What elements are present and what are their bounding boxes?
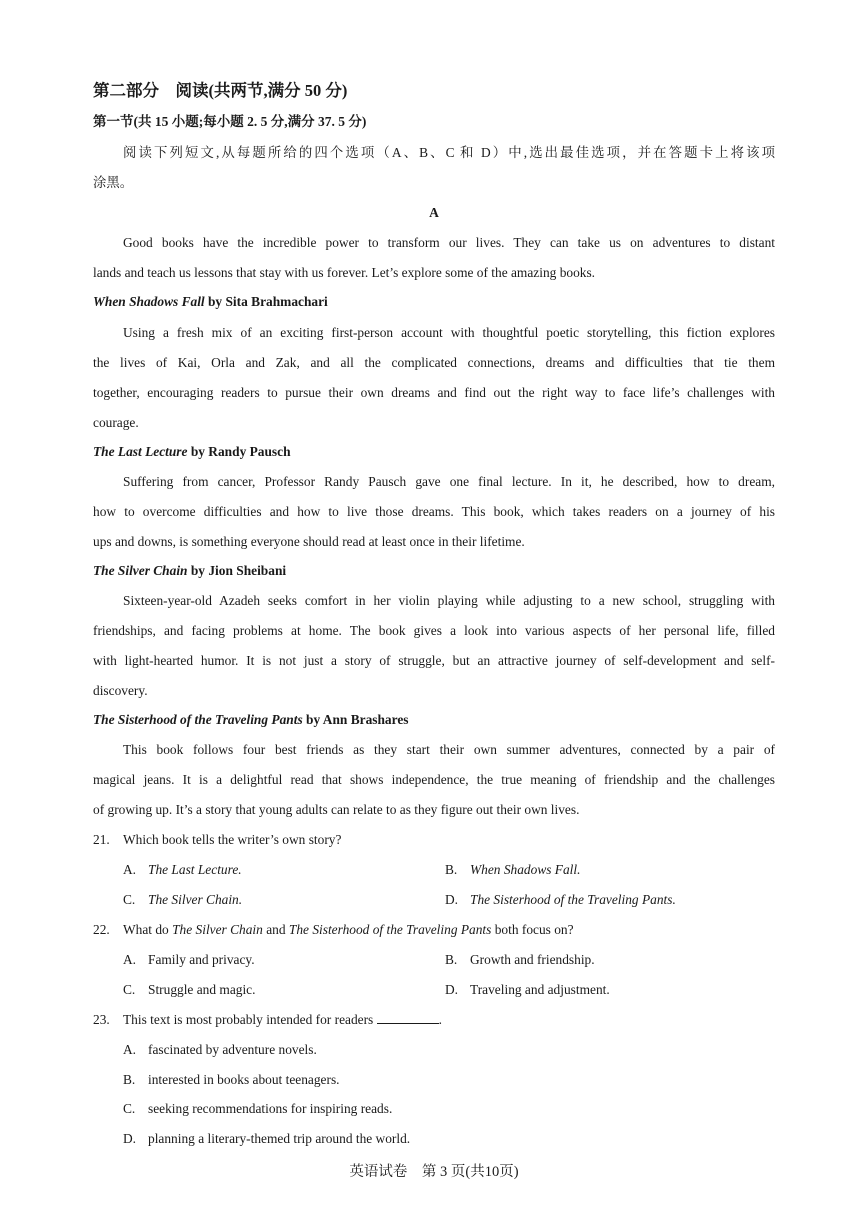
option-text: interested in books about teenagers.	[148, 1072, 340, 1087]
intro-line-2: lands and teach us lessons that stay with us forever. Let’s explore some of the amazing books.	[93, 265, 596, 280]
book-text-line: friendships, and facing problems at home. The book gives a look into various aspects of her personal life, filled	[93, 623, 775, 638]
book-text-line: magical jeans. It is a delightful read that shows independence, the true meaning of friendship and the challenges	[93, 772, 775, 787]
option-c[interactable]	[123, 1100, 392, 1118]
book-text-line: Using a fresh mix of an exciting first-person account with thoughtful poetic storytelling, this fiction explores	[123, 325, 775, 340]
book-text-line: how to overcome difficulties and how to live those dreams. This book, which takes readers on a journey of his	[93, 504, 775, 519]
option-text: Struggle and magic.	[148, 982, 256, 997]
question-text: What do	[123, 922, 173, 937]
question-text: This text is most probably intended for readers	[123, 1012, 377, 1027]
option-a[interactable]	[123, 1041, 317, 1059]
option-text: The Silver Chain.	[148, 892, 243, 907]
passage-letter: A	[429, 205, 439, 220]
section-heading: 第一节(共 15 小题;每小题 2. 5 分,满分 37. 5 分)	[93, 114, 367, 129]
option-letter: D.	[123, 1131, 137, 1146]
option-text: The Last Lecture.	[148, 862, 242, 877]
book-text-line: ups and downs, is something everyone should read at least once in their lifetime.	[93, 534, 525, 549]
book-text-line: This book follows four best friends as they start their own summer adventures, connected by a pair of	[123, 742, 775, 757]
book-title: The Last Lecture	[93, 444, 188, 459]
question-number: 23.	[93, 1012, 110, 1027]
book-heading	[93, 443, 775, 461]
option-d[interactable]	[445, 891, 676, 909]
answer-blank	[377, 1011, 439, 1024]
option-b[interactable]	[123, 1071, 340, 1089]
option-text: fascinated by adventure novels.	[148, 1042, 317, 1057]
option-letter: D.	[445, 892, 459, 907]
question-text: and	[262, 922, 289, 937]
option-letter: B.	[445, 862, 458, 877]
question-book-title: The Sisterhood of the Traveling Pants	[288, 922, 492, 937]
option-letter: B.	[445, 952, 458, 967]
option-letter: D.	[445, 982, 459, 997]
instruction-line-1: 阅读下列短文,从每题所给的四个选项（A、B、C 和 D）中,选出最佳选项，并在答题卡上将该项	[123, 145, 775, 160]
book-author: by Sita Brahmachari	[204, 294, 328, 309]
option-b[interactable]	[445, 951, 595, 969]
page-footer: 英语试卷 第 3 页(共10页)	[349, 1164, 519, 1180]
book-text-line: the lives of Kai, Orla and Zak, and all the complicated connections, dreams and difficulties that tie them	[93, 355, 775, 370]
option-c[interactable]	[123, 891, 242, 909]
option-text: Traveling and adjustment.	[470, 982, 610, 997]
book-text-line: Suffering from cancer, Professor Randy Pausch gave one final lecture. In it, he described, how to dream,	[123, 474, 775, 489]
option-text: When Shadows Fall.	[470, 862, 581, 877]
option-d[interactable]	[445, 981, 610, 999]
book-heading	[93, 293, 775, 311]
option-c[interactable]	[123, 981, 255, 999]
part-heading: 第二部分 阅读(共两节,满分 50 分)	[93, 81, 348, 100]
option-b[interactable]	[445, 861, 580, 879]
question-21-stem	[93, 831, 341, 849]
option-letter: A.	[123, 862, 137, 877]
book-text-line: with light-hearted humor. It is not just a story of struggle, but an attractive journey of self-development and self-	[93, 653, 775, 668]
option-letter: C.	[123, 892, 136, 907]
question-22-stem	[93, 921, 574, 939]
book-text-line: discovery.	[93, 683, 148, 698]
book-author: by Jion Sheibani	[187, 563, 287, 578]
book-title: The Sisterhood of the Traveling Pants	[93, 712, 303, 727]
option-letter: A.	[123, 952, 137, 967]
option-a[interactable]	[123, 861, 242, 879]
book-text-line: together, encouraging readers to pursue their own dreams and find out the right way to face life’s challenges with	[93, 385, 775, 400]
option-text: Family and privacy.	[148, 952, 255, 967]
book-author: by Ann Brashares	[302, 712, 409, 727]
option-letter: C.	[123, 1101, 136, 1116]
option-text: planning a literary-themed trip around the world.	[148, 1131, 411, 1146]
option-text: seeking recommendations for inspiring reads.	[148, 1101, 393, 1116]
book-heading	[93, 562, 775, 580]
book-text-line: courage.	[93, 415, 139, 430]
option-letter: C.	[123, 982, 136, 997]
option-d[interactable]	[123, 1130, 410, 1148]
question-book-title: The Silver Chain	[172, 922, 263, 937]
book-text-line: of growing up. It’s a story that young adults can relate to as they figure out their own lives.	[93, 802, 580, 817]
option-a[interactable]	[123, 951, 255, 969]
book-author: by Randy Pausch	[187, 444, 291, 459]
option-text: The Sisterhood of the Traveling Pants.	[470, 892, 676, 907]
intro-line-1: Good books have the incredible power to transform our lives. They can take us on adventures to distant	[123, 235, 775, 250]
book-heading	[93, 711, 775, 729]
option-text: Growth and friendship.	[470, 952, 595, 967]
question-text: Which book tells the writer’s own story?	[123, 832, 342, 847]
question-text: both focus on?	[491, 922, 574, 937]
instruction-line-2: 涂黑。	[93, 175, 134, 190]
book-title: The Silver Chain	[93, 563, 188, 578]
book-title: When Shadows Fall	[93, 294, 205, 309]
question-number: 21.	[93, 832, 110, 847]
option-letter: B.	[123, 1072, 136, 1087]
option-letter: A.	[123, 1042, 137, 1057]
question-23-stem	[93, 1011, 442, 1029]
question-number: 22.	[93, 922, 110, 937]
book-text-line: Sixteen-year-old Azadeh seeks comfort in her violin playing while adjusting to a new school, struggling with	[123, 593, 775, 608]
question-text-end: .	[438, 1012, 442, 1027]
